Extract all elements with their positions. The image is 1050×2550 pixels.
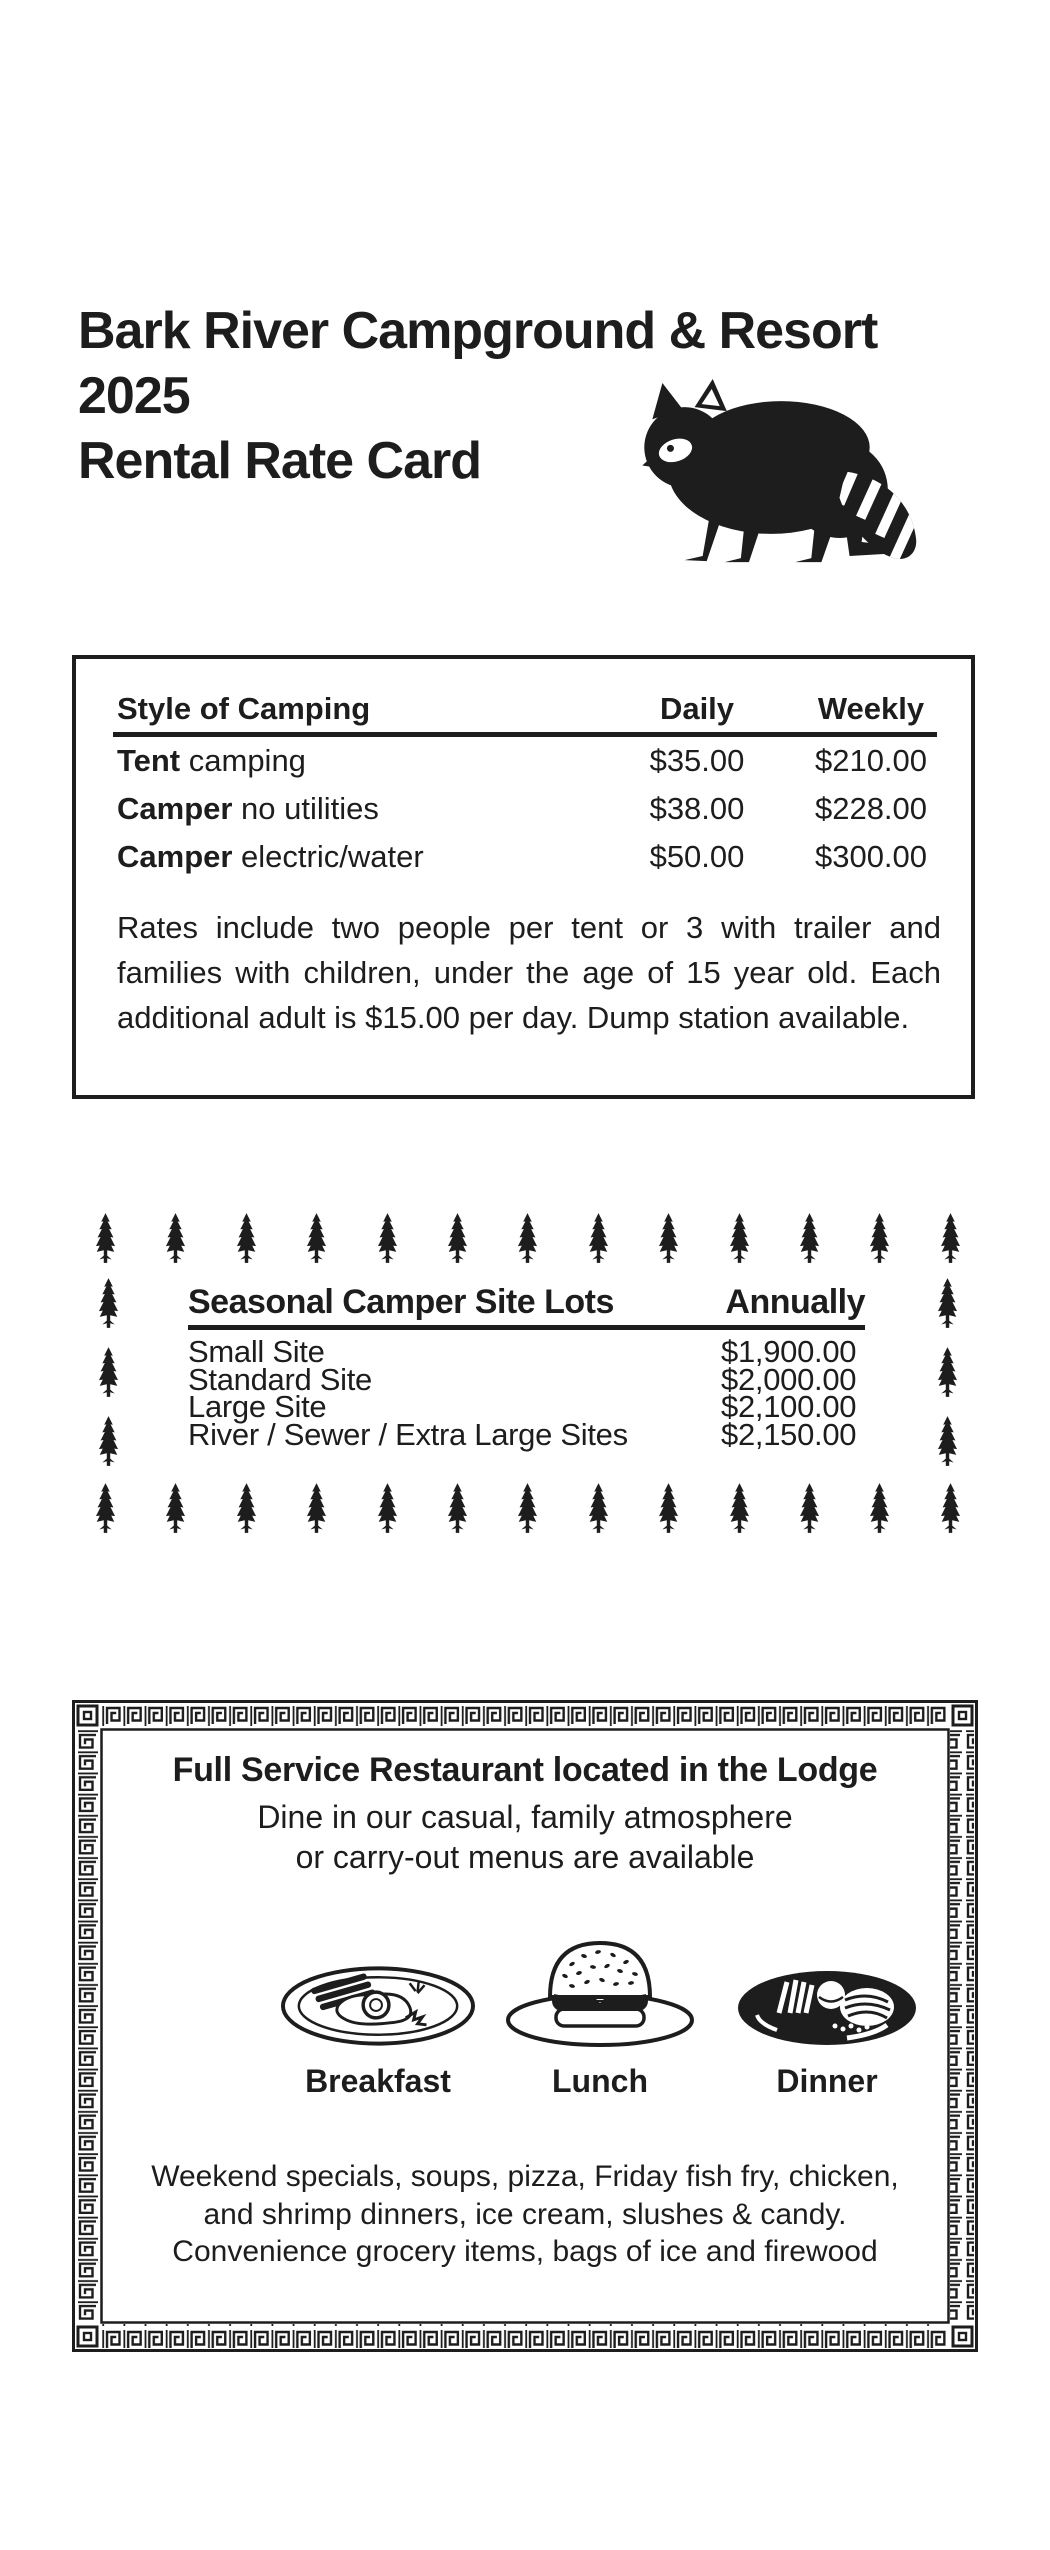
title-line-1: Bark River Campground & Resort	[78, 302, 878, 360]
pine-tree-icon	[165, 1482, 186, 1534]
row-label-bold: Camper	[117, 839, 233, 874]
pine-tree-icon	[377, 1212, 398, 1264]
annually-header: Annually	[725, 1283, 865, 1321]
pine-tree-icon	[658, 1212, 679, 1264]
pine-tree-icon	[588, 1212, 609, 1264]
dinner-plate-icon	[735, 1969, 919, 2047]
daily-rate: $50.00	[649, 839, 745, 874]
pine-tree-icon	[940, 1212, 961, 1264]
daily-rate: $38.00	[649, 791, 745, 826]
pine-tree-icon	[447, 1212, 468, 1264]
restaurant-panel	[72, 1700, 978, 2352]
restaurant-title: Full Service Restaurant located in the Lodge	[172, 1751, 878, 1789]
daily-rate: $35.00	[649, 743, 745, 778]
meal-label: Dinner	[776, 2063, 878, 2099]
title-line-3: Rental Rate Card	[78, 432, 481, 490]
site-label: Standard Site	[188, 1361, 372, 1397]
meal-breakfast	[258, 1935, 498, 2099]
meal-label: Lunch	[552, 2063, 648, 2099]
tree-column-left	[98, 1277, 119, 1467]
pine-tree-icon	[937, 1415, 958, 1467]
pine-tree-icon	[517, 1212, 538, 1264]
meal-label: Breakfast	[305, 2063, 451, 2099]
seasonal-header-row	[188, 1284, 865, 1320]
pine-tree-icon	[869, 1482, 890, 1534]
tree-column-right	[937, 1277, 958, 1467]
pine-tree-icon	[98, 1277, 119, 1329]
restaurant-details-line: Weekend specials, soups, pizza, Friday fish fry, chicken,	[151, 2160, 899, 2193]
row-label-rest: no utilities	[232, 791, 379, 826]
pine-tree-icon	[306, 1482, 327, 1534]
row-label-bold: Tent	[117, 743, 181, 778]
table-row	[117, 785, 941, 833]
pine-tree-icon	[98, 1346, 119, 1398]
pine-tree-icon	[236, 1212, 257, 1264]
restaurant-details-line: Convenience grocery items, bags of ice and firewood	[172, 2235, 878, 2268]
pine-tree-icon	[729, 1482, 750, 1534]
raccoon-icon	[598, 368, 920, 566]
seasonal-header: Seasonal Camper Site Lots	[188, 1283, 614, 1321]
pine-tree-icon	[517, 1482, 538, 1534]
column-header-weekly: Weekly	[817, 691, 925, 726]
table-row	[117, 833, 941, 881]
site-price: $1,900.00	[721, 1334, 857, 1369]
site-label: Large Site	[188, 1389, 327, 1424]
site-label: River / Sewer / Extra Large Sites	[188, 1416, 628, 1452]
pine-tree-icon	[729, 1212, 750, 1264]
pine-tree-icon	[98, 1415, 119, 1467]
list-item	[188, 1416, 865, 1452]
pine-tree-icon	[937, 1346, 958, 1398]
site-price: $2,100.00	[721, 1389, 857, 1424]
raccoon-illustration	[598, 368, 920, 566]
pine-tree-icon	[799, 1212, 820, 1264]
column-header-style: Style of Camping	[117, 691, 371, 726]
seasonal-lots-panel	[188, 1283, 865, 1452]
pine-tree-icon	[306, 1212, 327, 1264]
pine-tree-icon	[940, 1482, 961, 1534]
meal-lunch	[480, 1935, 720, 2099]
pine-tree-icon	[447, 1482, 468, 1534]
rates-header-row	[117, 689, 941, 729]
seasonal-header-rule	[188, 1325, 865, 1330]
weekly-rate: $228.00	[814, 791, 928, 826]
site-price: $2,000.00	[721, 1361, 857, 1397]
site-label: Small Site	[188, 1334, 325, 1369]
row-label-bold: Camper	[117, 791, 233, 826]
pine-tree-icon	[165, 1212, 186, 1264]
row-label-rest: electric/water	[232, 839, 424, 874]
pine-tree-icon	[799, 1482, 820, 1534]
pine-tree-icon	[377, 1482, 398, 1534]
breakfast-plate-icon	[279, 1965, 477, 2047]
site-price: $2,150.00	[721, 1416, 857, 1452]
weekly-rate: $300.00	[814, 839, 928, 874]
restaurant-subtitle-line: or carry-out menus are available	[295, 1839, 755, 1875]
restaurant-subtitle-line: Dine in our casual, family atmosphere	[257, 1799, 793, 1835]
pine-tree-icon	[869, 1212, 890, 1264]
pine-tree-icon	[236, 1482, 257, 1534]
pine-tree-icon	[937, 1277, 958, 1329]
pine-tree-icon	[658, 1482, 679, 1534]
camping-rates-panel	[72, 655, 975, 1099]
lunch-burger-icon	[502, 1933, 698, 2047]
title-line-2: 2025	[78, 367, 190, 425]
restaurant-details-line: and shrimp dinners, ice cream, slushes & candy.	[203, 2197, 847, 2231]
weekly-rate: $210.00	[814, 743, 928, 778]
column-header-daily: Daily	[659, 691, 735, 726]
row-label-rest: camping	[180, 743, 306, 778]
tree-row-top	[95, 1212, 961, 1264]
rates-note: Rates include two people per tent or 3 with trailer and families with children, under the age of 15 year old. Each additional adult is $15.00 per day. Dump station available.	[117, 910, 941, 1035]
tree-row-bottom	[95, 1482, 961, 1534]
pine-tree-icon	[95, 1212, 116, 1264]
meal-dinner	[707, 1935, 947, 2099]
table-row	[117, 737, 941, 785]
pine-tree-icon	[95, 1482, 116, 1534]
pine-tree-icon	[588, 1482, 609, 1534]
